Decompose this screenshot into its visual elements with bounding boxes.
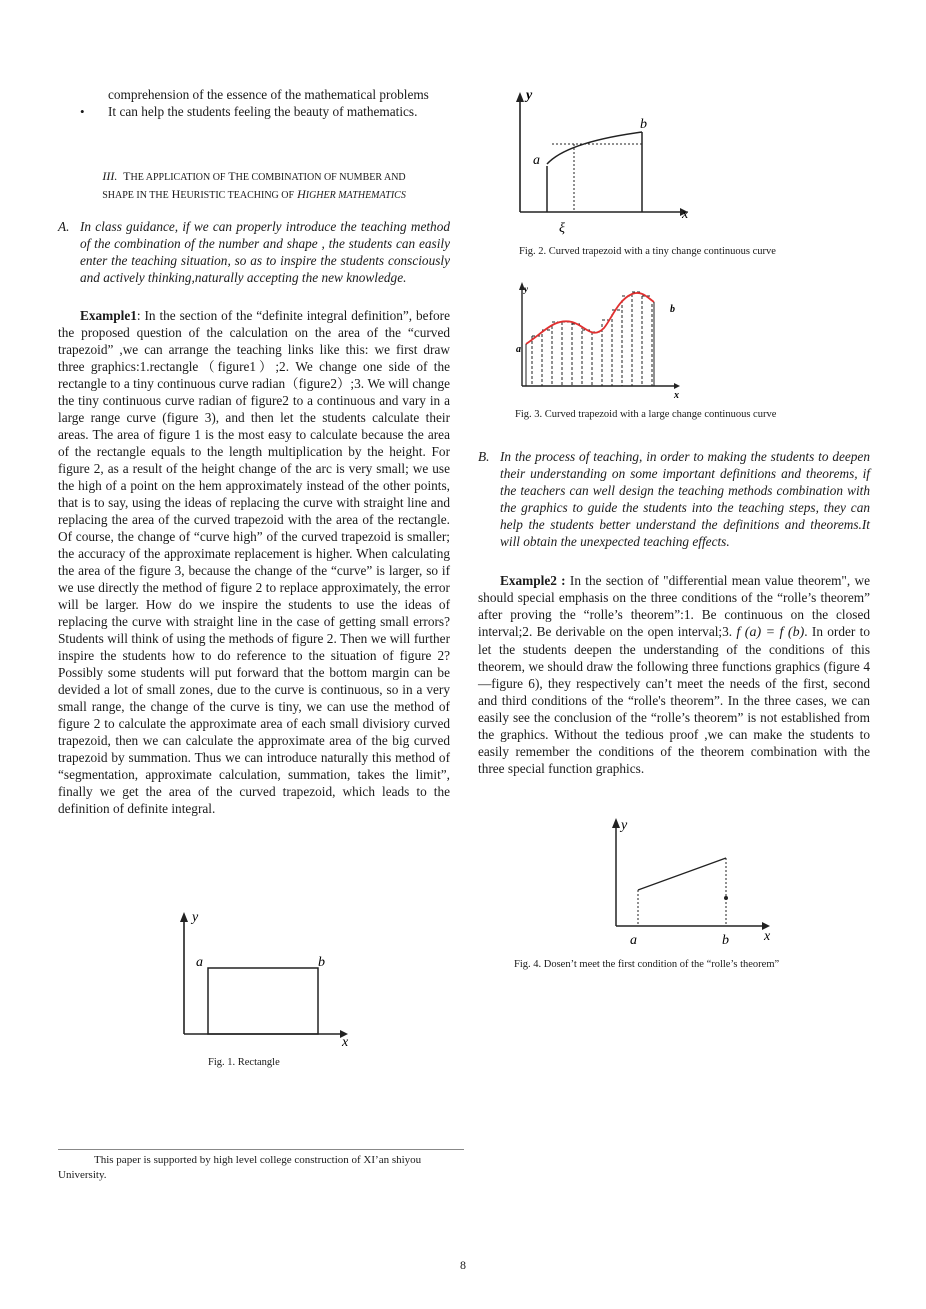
footnote-text: This paper is supported by high level college construction of XI’an shiyou University.: [58, 1154, 422, 1181]
footnote: [58, 1153, 438, 1183]
y-arrow-icon: [180, 912, 188, 922]
left-column: [58, 86, 450, 120]
subsection-label: B.: [478, 449, 490, 464]
bullet-icon: •: [80, 104, 85, 119]
figure-2-caption: Fig. 2. Curved trapezoid with a tiny change continuous curve: [519, 246, 776, 257]
subsection-b: [478, 448, 870, 550]
b-label: b: [640, 117, 647, 132]
example2-label: Example2 :: [500, 573, 566, 588]
example2-body-1: In the section of "differential mean value theorem", we should special emphasis on the three conditions of the “rolle’s theorem” after proving the “rolle’s theorem”:1. Be continuous on the closed interval;2. Be derivable on the open interval;3.: [478, 573, 870, 639]
subsection-a-text: [58, 218, 450, 286]
example2-body-2: . In order to let the students deepen the understanding of the conditions of this theorem, we should draw the following three functions graphics (figure 4—figure 6), they respectively can’t meet the needs of the first, second and third conditions of the “rolle's theorem”. In the three cases, we can easily see the conclusion of the “rolle’s theorem” is not established from the graphics. Without the tedious proof ,we can make the students to easily remember the conditions of the theorem combination with the three special function graphics.: [478, 624, 870, 776]
bullet-text: comprehension of the essence of the mathematical problems: [108, 87, 429, 102]
red-curve: [526, 293, 654, 344]
figure-3-caption: Fig. 3. Curved trapezoid with a large change continuous curve: [515, 409, 777, 420]
y-label: y: [621, 818, 628, 833]
subsection-body: In class guidance, if we can properly introduce the teaching method of the combination of the number and shape , the students can easily enter the teaching situation, so as to inspire the students consciously and actively thinking,naturally accepting the new knowledge.: [80, 219, 450, 285]
section-heading-block: [58, 168, 450, 204]
line-segment: [638, 858, 726, 890]
bullet-item-1: [58, 86, 450, 103]
bullet-list: [58, 86, 450, 120]
figure-1: [172, 908, 362, 1048]
figure-3: [514, 280, 694, 402]
example2-text: [478, 572, 870, 777]
b-label: b: [670, 304, 675, 315]
footnote-rule: [58, 1149, 464, 1150]
y-arrow-icon: [516, 92, 524, 102]
b-label: b: [318, 955, 325, 970]
y-label: y: [192, 910, 199, 925]
a-label: a: [630, 933, 637, 948]
section-heading: III. THE APPLICATION OF THE COMBINATION OF NUMBER AND SHAPE IN THE HEURISTIC TEACHING OF HIGHER MATHEMATICS: [102, 169, 406, 201]
y-label: y: [526, 88, 533, 103]
subsection-b-text: [478, 448, 870, 550]
example1-label: Example1: [80, 308, 137, 323]
x-label: x: [682, 207, 689, 222]
figure-1-caption: Fig. 1. Rectangle: [208, 1057, 280, 1068]
partition-bars: [532, 292, 652, 386]
y-arrow-icon: [612, 818, 620, 828]
a-label: a: [533, 153, 540, 168]
figure-2: [512, 86, 702, 236]
formula: f (a) = f (b): [736, 625, 805, 640]
curve: [547, 132, 642, 164]
page-number: 8: [460, 1258, 466, 1272]
bullet-item-2: [58, 103, 450, 120]
subsection-a: [58, 218, 450, 286]
xi-label: ξ: [559, 221, 565, 236]
example1-text: [58, 307, 450, 817]
example1-body: : In the section of the “definite integral definition”, before the proposed question of the calculation on the area of the “curved trapezoid” ,we can arrange the teaching links like this: we first draw three graphics:1.rectangle（figure1）;2. We change one side of the rectangle to a tiny continuous curve radian（figure2）;3. We will change the tiny continuous curve radian of figure2 to a continuous and vary in a large range curve (figure 3), and then let the students calculate their areas. The area of figure 1 is the most easy to calculate because the area of the rectangle equals to the length multiplication by the height. For figure 2, as a result of the height change of the arc is very small; we use the high of a point on the hem approximately instead of the other points, that is to say, using the ideas of replacing the curve with straight line and replacing the area of the curved trapezoid with the area of the rectangle. Of course, the change of “curve high” of the curved trapezoid is smaller; the accuracy of the approximate replacement is higher. When calculating the area of the figure 3, because the change of the “curve” is larger, so if we use directly the method of figure 2 to replace approximately, the error will be larger. How do we inspire the students to use the ideas of replacing the curve with straight line in the case of getting small errors? Students will think of using the methods of figure 2. Then we will further inspire the students how to do reference to the situation of figure 2? Possibly some students will put forward that the bottom margin can be devided a lot of small zones, due to the curve is continuous, so in a very small range, the change of the curve is tiny, we can use the method of figure 2 to calculate the approximate area of each small divisiory curved trapezoid, then we can calculate the approximate area of the big curved trapezoid by summation. Thus we can introduce naturally this method of “segmentation, approximate calculation, summation, takes the limit”, finally we get the area of the curved trapezoid, which leads to the definition of definite integral.: [58, 308, 450, 816]
subsection-label: A.: [58, 219, 70, 234]
example2-paragraph: [478, 572, 870, 777]
x-label: x: [674, 390, 679, 401]
a-label: a: [516, 344, 521, 355]
figure-4: [604, 812, 794, 952]
x-arrow-icon: [674, 383, 680, 389]
figure-4-caption: Fig. 4. Dosen’t meet the first condition of the “rolle’s theorem”: [514, 959, 780, 970]
y-label: y: [524, 284, 528, 294]
b-label: b: [722, 933, 729, 948]
rectangle-shape: [208, 968, 318, 1034]
isolated-point: [724, 896, 728, 900]
example1-paragraph: [58, 307, 450, 817]
a-label: a: [196, 955, 203, 970]
x-label: x: [764, 929, 771, 944]
bullet-text: It can help the students feeling the beauty of mathematics.: [108, 104, 418, 119]
x-label: x: [342, 1035, 349, 1048]
subsection-body: In the process of teaching, in order to making the students to deepen their understanding on some important definitions and theorems, if the teachers can well design the teaching methods combination with the graphics to guide the students into the teaching steps, they can help the students better understand the definitions and theorems.It will obtain the unexpected teaching effects.: [500, 449, 870, 549]
